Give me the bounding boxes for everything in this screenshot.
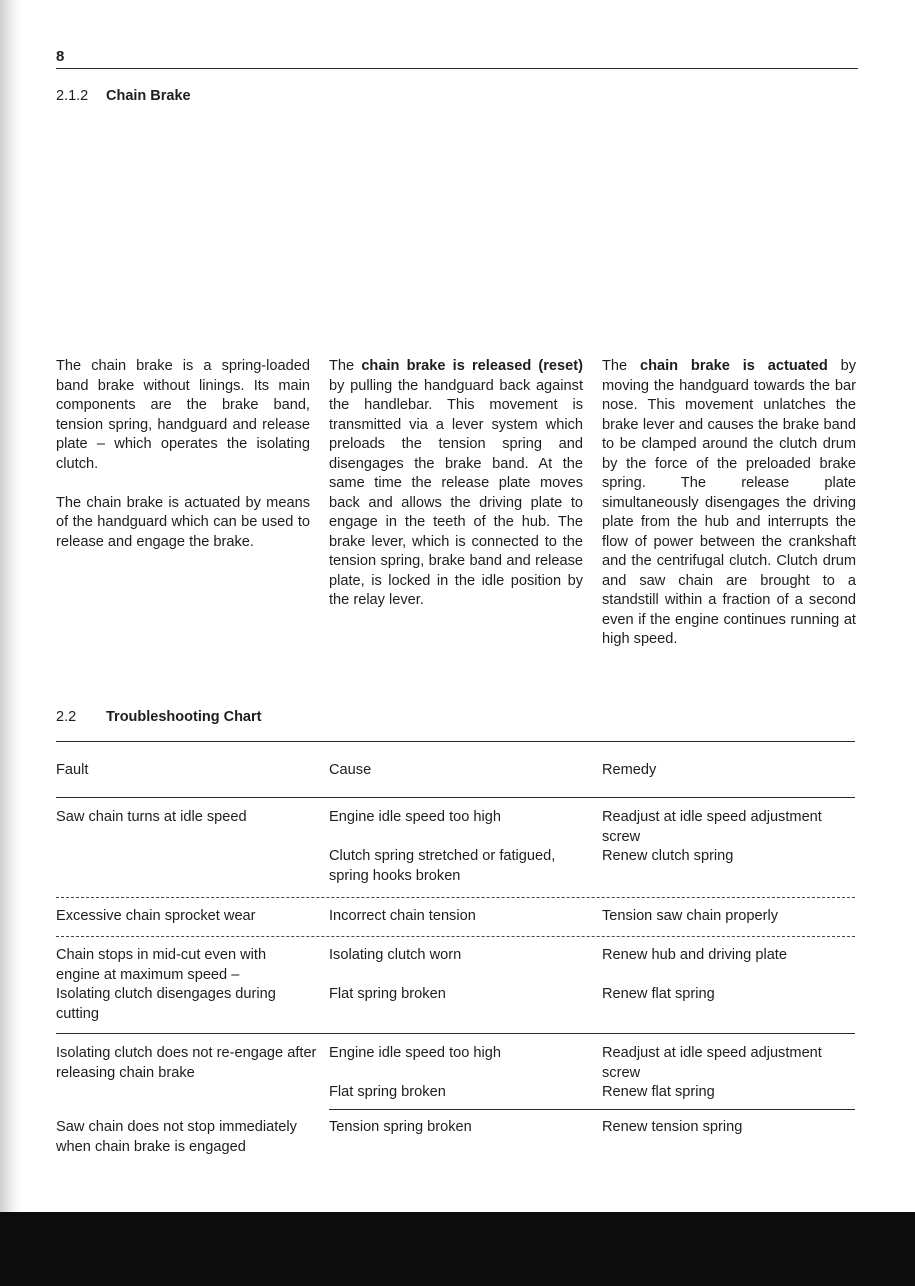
bold-phrase: chain brake is actuated: [639, 358, 828, 374]
remedy-cell: Tension saw chain properly: [602, 908, 779, 924]
section-heading-troubleshooting: [56, 709, 261, 725]
fault-cell: Excessive chain sprocket wear: [56, 908, 256, 924]
paragraph: The chain brake is a spring-loaded band brake without linings. Its main components are the brake band, tension spring, handguard and release plate – which operates the isolating clutch.: [56, 358, 310, 472]
cause-cell: Engine idle speed too high: [329, 1045, 502, 1061]
cause-cell: Engine idle speed too high: [329, 809, 502, 825]
column-header-remedy: Remedy: [602, 762, 657, 778]
remedy-cell: Renew flat spring: [602, 986, 715, 1002]
page-number: 8: [56, 48, 65, 65]
scanner-background: [0, 1212, 915, 1286]
fault-cell: Chain stops in mid-cut even with engine at maximum speed –: [56, 947, 267, 983]
table-top-rule: [56, 741, 855, 742]
section-title: Chain Brake: [106, 88, 191, 104]
remedy-cell: Readjust at idle speed adjustment screw: [602, 809, 822, 845]
remedy-cell: Renew tension spring: [602, 1119, 743, 1135]
paragraph: The chain brake is released (reset) by pulling the handguard back against the handlebar. This movement is transmitted via a lever system which preloads the tension spring and disengages the brake band. At the same time the release plate moves back and allows the driving plate to engage in the teeth of the hub. The brake lever, which is connected to the tension spring, brake band and release plate, is locked in the idle position by the relay lever.: [329, 358, 583, 608]
fault-cell: Isolating clutch does not re-engage after releasing chain brake: [56, 1045, 317, 1081]
section-number: 2.1.2: [56, 88, 89, 104]
cause-cell: Clutch spring stretched or fatigued, spring hooks broken: [329, 848, 556, 884]
section-heading-chain-brake: [56, 88, 191, 104]
remedy-cell: Renew hub and driving plate: [602, 947, 787, 963]
row-divider: [56, 1033, 855, 1034]
section-number: 2.2: [56, 709, 77, 725]
remedy-cell: Renew clutch spring: [602, 848, 734, 864]
text-column-1: [56, 357, 310, 572]
column-header-fault: Fault: [56, 762, 89, 778]
fault-cell: Saw chain turns at idle speed: [56, 809, 247, 825]
header-bottom-rule: [56, 797, 855, 798]
column-header-cause: Cause: [329, 762, 372, 778]
remedy-cell: Renew flat spring: [602, 1084, 715, 1100]
fault-cell: Saw chain does not stop immediately when chain brake is engaged: [56, 1119, 297, 1155]
fault-cell: Isolating clutch disengages during cutting: [56, 986, 276, 1022]
row-divider: [56, 936, 855, 937]
scan-edge-shadow: [0, 0, 22, 1215]
remedy-cell: Readjust at idle speed adjustment screw: [602, 1045, 822, 1081]
row-divider: [329, 1109, 855, 1110]
text-column-3: [602, 357, 856, 669]
cause-cell: Flat spring broken: [329, 1084, 446, 1100]
cause-cell: Tension spring broken: [329, 1119, 472, 1135]
paragraph: The chain brake is actuated by moving the handguard towards the bar nose. This movement unlatches the brake lever and causes the brake band to be clamped around the clutch drum by the force of the preloaded brake spring. The release plate simultaneously disengages the driving plate from the hub and interrupts the flow of power between the crankshaft and the centrifugal clutch. Clutch drum and saw chain are brought to a standstill within a fraction of a second even if the engine continues running at high speed.: [602, 358, 856, 647]
row-divider: [56, 897, 855, 898]
cause-cell: Isolating clutch worn: [329, 947, 462, 963]
text-column-2: [329, 357, 583, 630]
cause-cell: Flat spring broken: [329, 986, 446, 1002]
cause-cell: Incorrect chain tension: [329, 908, 476, 924]
bold-phrase: chain brake is released (reset): [361, 358, 583, 374]
header-rule: [56, 68, 858, 69]
section-title: Troubleshooting Chart: [106, 709, 262, 725]
paragraph: The chain brake is actuated by means of the handguard which can be used to release and engage the brake.: [56, 494, 310, 550]
